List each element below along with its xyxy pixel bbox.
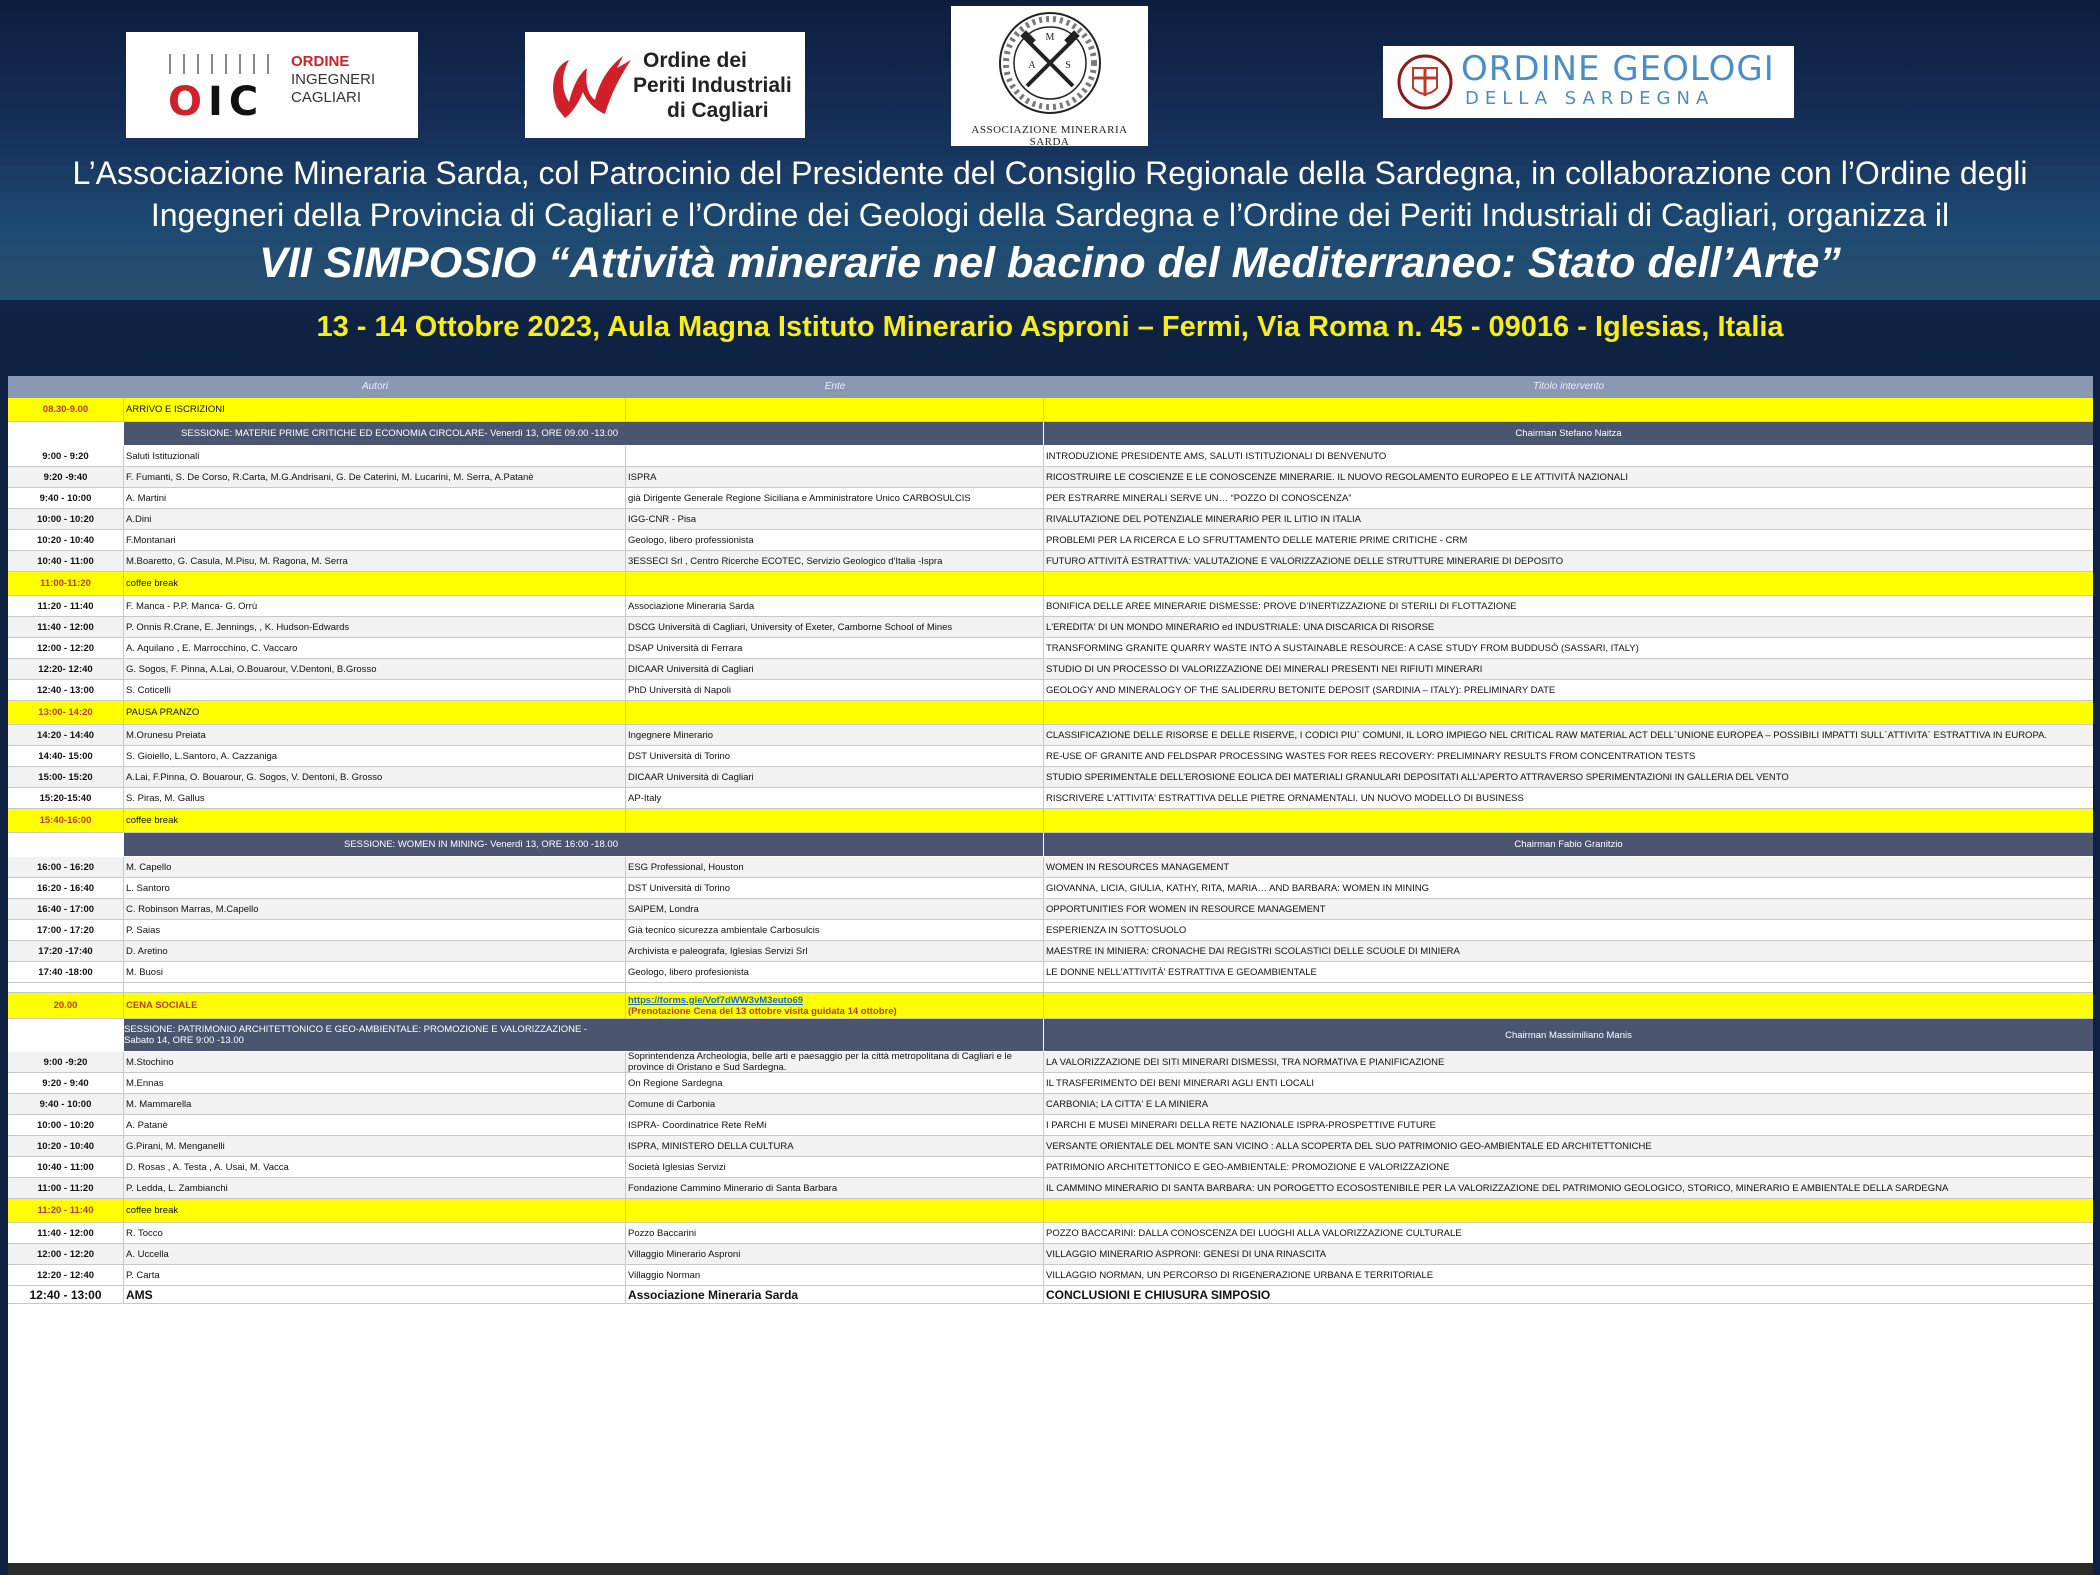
program-table	[8, 376, 2093, 1575]
break-label: PAUSA PRANZO	[124, 701, 626, 724]
row-titolo: VILLAGGIO MINERARIO ASPRONI: GENESI DI UNA RINASCITA	[1046, 1248, 1327, 1260]
logo-ordine-geologi	[1383, 46, 1794, 118]
row-time: 10:20 - 10:40	[8, 1136, 124, 1156]
session-time-cell	[8, 833, 124, 856]
table-header	[8, 376, 2093, 398]
row-titolo: STUDIO DI UN PROCESSO DI VALORIZZAZIONE DEI MINERALI PRESENTI NEI RIFIUTI MINERARI	[1046, 663, 1483, 675]
break-label: coffee break	[124, 809, 626, 832]
row-titolo: RICOSTRUIRE LE COSCIENZE E LE CONOSCENZE MINERARIE. IL NUOVO REGOLAMENTO EUROPEO E LE ATTIVITÀ NAZIONALI	[1046, 471, 1629, 483]
row-autori: F. Fumanti, S. De Corso, R.Carta, M.G.Andrisani, G. De Caterini, M. Lucarini, M. Serra, A.Patanè	[124, 467, 626, 487]
row-titolo: RE-USE OF GRANITE AND FELDSPAR PROCESSING WASTES FOR REES RECOVERY: PRELIMINARY RESULTS FROM CONCENTRATION TESTS	[1046, 750, 1696, 762]
table-row	[8, 788, 2093, 809]
row-time: 9:00 - 9:20	[8, 446, 124, 466]
session-chairman: Chairman Stefano Naitza	[1515, 428, 1622, 439]
row-time: 11:00 - 11:20	[8, 1178, 124, 1198]
row-ente: Associazione Mineraria Sarda	[626, 1286, 1044, 1303]
break-label: coffee break	[124, 1199, 626, 1222]
row-ente: Comune di Carbonia	[626, 1094, 1044, 1114]
row-autori: A.Dini	[124, 509, 626, 529]
table-row	[8, 920, 2093, 941]
table-row	[8, 551, 2093, 572]
row-ente: Geologo, libero profesionista	[626, 962, 1044, 982]
row-titolo: STUDIO SPERIMENTALE DELL’EROSIONE EOLICA DEI MATERIALI GRANULARI DEPOSITATI ALL’APERTO ATTRAVERSO SPERIMENTAZIONI IN GALLERIA DEL VENTO	[1046, 771, 1789, 783]
dinner-row	[8, 993, 2093, 1019]
intro-line-2: Ingegneri della Provincia di Cagliari e l’Ordine dei Geologi della Sardegna e l’Ordine dei Periti Industriali di Cagliari, organizza il	[150, 197, 1950, 233]
row-time: 9:20 - 9:40	[8, 1073, 124, 1093]
break-titolo	[1044, 398, 2093, 421]
row-autori: S. Gioiello, L.Santoro, A. Cazzaniga	[124, 746, 626, 766]
row-ente: Ingegnere Minerario	[626, 725, 1044, 745]
dinner-booking-note: (Prenotazione Cena del 13 ottobre visita guidata 14 ottobre)	[628, 1005, 897, 1017]
row-ente: 3ESSECI Srl , Centro Ricerche ECOTEC, Servizio Geologico d'Italia -Ispra	[626, 551, 1044, 571]
row-titolo: L'EREDITA' DI UN MONDO MINERARIO ed INDUSTRIALE: UNA DISCARICA DI RISORSE	[1046, 621, 1435, 633]
row-titolo: FUTURO ATTIVITÀ ESTRATTIVA: VALUTAZIONE E VALORIZZAZIONE DELLE STRUTTURE MINERARIE DI DEPOSITO	[1046, 555, 1564, 567]
session-row	[8, 422, 2093, 446]
table-row	[8, 878, 2093, 899]
row-titolo: OPPORTUNITIES FOR WOMEN IN RESOURCE MANAGEMENT	[1046, 903, 1326, 915]
row-ente: On Regione Sardegna	[626, 1073, 1044, 1093]
break-label: ARRIVO E ISCRIZIONI	[124, 398, 626, 421]
session-row	[8, 833, 2093, 857]
session-title: SESSIONE: MATERIE PRIME CRITICHE ED ECONOMIA CIRCOLARE- Venerdì 13, ORE 09.00 -13.00	[181, 428, 618, 439]
break-label: coffee break	[124, 572, 626, 595]
table-row	[8, 1244, 2093, 1265]
session-time-cell	[8, 422, 124, 445]
row-autori: A. Aquilano , E. Marrocchino, C. Vaccaro	[124, 638, 626, 658]
row-time: 9:00 -9:20	[8, 1052, 124, 1072]
row-time: 16:00 - 16:20	[8, 857, 124, 877]
row-time: 16:40 - 17:00	[8, 899, 124, 919]
row-titolo: INTRODUZIONE PRESIDENTE AMS, SALUTI ISTITUZIONALI DI BENVENUTO	[1046, 450, 1387, 462]
row-autori: AMS	[124, 1286, 626, 1303]
dinner-booking-link[interactable]: https://forms.gle/Vof7dWW3vM3euto69	[628, 994, 804, 1006]
dinner-time: 20.00	[8, 993, 124, 1018]
table-row	[8, 1223, 2093, 1244]
row-time: 12:40 - 13:00	[8, 1286, 124, 1303]
break-ente	[626, 701, 1044, 724]
row-titolo: I PARCHI E MUSEI MINERARI DELLA RETE NAZIONALE ISPRA-PROSPETTIVE FUTURE	[1046, 1119, 1436, 1131]
row-ente: Villaggio Norman	[626, 1265, 1044, 1285]
row-ente: DSCG Università di Cagliari, University of Exeter, Camborne School of Mines	[626, 617, 1044, 637]
row-ente: PhD Università di Napoli	[626, 680, 1044, 700]
periti-line1: Ordine dei	[643, 49, 747, 72]
row-ente: ESG Professional, Houston	[626, 857, 1044, 877]
spacer-cell	[8, 983, 124, 992]
row-time: 10:40 - 11:00	[8, 1157, 124, 1177]
break-titolo	[1044, 701, 2093, 724]
ams-label: ASSOCIAZIONE MINERARIA SARDA	[971, 124, 1128, 148]
svg-text:M: M	[1045, 32, 1055, 43]
row-autori: S. Coticelli	[124, 680, 626, 700]
row-time: 15:00- 15:20	[8, 767, 124, 787]
row-ente: Fondazione Cammino Minerario di Santa Barbara	[626, 1178, 1044, 1198]
row-autori: A.Lai, F.Pinna, O. Bouarour, G. Sogos, V. Dentoni, B. Grosso	[124, 767, 626, 787]
row-time: 11:40 - 12:00	[8, 1223, 124, 1243]
table-row	[8, 1136, 2093, 1157]
break-row	[8, 398, 2093, 422]
row-ente: DSAP Università di Ferrara	[626, 638, 1044, 658]
break-ente	[626, 398, 1044, 421]
break-time: 13:00- 14:20	[8, 701, 124, 724]
row-ente: Archivista e paleografa, Iglesias Servizi Srl	[626, 941, 1044, 961]
logo-associazione-mineraria	[951, 6, 1148, 146]
row-autori: G. Sogos, F. Pinna, A.Lai, O.Bouarour, V.Dentoni, B.Grosso	[124, 659, 626, 679]
break-ente	[626, 809, 1044, 832]
row-time: 10:20 - 10:40	[8, 530, 124, 550]
row-titolo: IL CAMMINO MINERARIO DI SANTA BARBARA: UN POROGETTO ECOSOSTENIBILE PER LA VALORIZZAZIONE DEL PATRIMONIO GEOLOGICO, STORICO, MINERARIO E AMBIENTALE DELLA SARDEGNA	[1046, 1182, 1949, 1194]
row-ente: ISPRA	[626, 467, 1044, 487]
row-autori: A. Martini	[124, 488, 626, 508]
row-ente: Associazione Mineraria Sarda	[626, 596, 1044, 616]
row-ente: ISPRA- Coordinatrice Rete ReMi	[626, 1115, 1044, 1135]
break-titolo	[1044, 809, 2093, 832]
row-titolo: GEOLOGY AND MINERALOGY OF THE SALIDERRU BETONITE DEPOSIT (SARDINIA – ITALY): PRELIMINARY DATE	[1046, 684, 1556, 696]
row-titolo: CLASSIFICAZIONE DELLE RISORSE E DELLE RISERVE, I CODICI PIU` COMUNI, IL LORO IMPIEGO NEL CRITICAL RAW MATERIAL ACT DELL`UNIONE EUROPEA – POSSIBILI IMPATTI SULL`ATTIVITA` ESTRATTIVA IN EUROPA.	[1046, 729, 2048, 741]
row-time: 11:20 - 11:40	[8, 596, 124, 616]
row-time: 10:00 - 10:20	[8, 509, 124, 529]
row-titolo: CONCLUSIONI E CHIUSURA SIMPOSIO	[1046, 1287, 1271, 1302]
spacer-cell	[124, 983, 626, 992]
dinner-titolo	[1044, 993, 2093, 1018]
row-titolo: BONIFICA DELLE AREE MINERARIE DISMESSE: PROVE D’INERTIZZAZIONE DI STERILI DI FLOTTAZIONE	[1046, 600, 1517, 612]
break-row	[8, 572, 2093, 596]
row-titolo: LA VALORIZZAZIONE DEI SITI MINERARI DISMESSI, TRA NORMATIVA E PIANIFICAZIONE	[1046, 1056, 1445, 1068]
row-titolo: PROBLEMI PER LA RICERCA E LO SFRUTTAMENTO DELLE MATERIE PRIME CRITICHE - CRM	[1046, 534, 1468, 546]
table-row	[8, 680, 2093, 701]
row-ente: Geologo, libero professionista	[626, 530, 1044, 550]
table-row	[8, 1157, 2093, 1178]
row-time: 14:20 - 14:40	[8, 725, 124, 745]
row-ente: Villaggio Minerario Asproni	[626, 1244, 1044, 1264]
row-titolo: PATRIMONIO ARCHITETTONICO E GEO-AMBIENTALE: PROMOZIONE E VALORIZZAZIONE	[1046, 1161, 1450, 1173]
session-empty-cell	[626, 833, 1044, 856]
svg-text:A: A	[1028, 60, 1036, 71]
table-row	[8, 899, 2093, 920]
row-time: 9:40 - 10:00	[8, 1094, 124, 1114]
row-autori: M.Boaretto, G. Casula, M.Pisu, M. Ragona, M. Serra	[124, 551, 626, 571]
row-time: 12:20 - 12:40	[8, 1265, 124, 1285]
row-autori: A. Patanè	[124, 1115, 626, 1135]
table-row	[8, 617, 2093, 638]
session-title: SESSIONE: WOMEN IN MINING- Venerdì 13, ORE 16:00 -18.00	[343, 839, 618, 850]
dinner-booking	[626, 993, 1044, 1018]
table-row	[8, 1286, 2093, 1304]
row-titolo: CARBONIA; LA CITTA' E LA MINIERA	[1046, 1098, 1209, 1110]
break-ente	[626, 1199, 1044, 1222]
geologi-line1: ORDINE GEOLOGI	[1461, 49, 1775, 89]
row-ente: Società Iglesias Servizi	[626, 1157, 1044, 1177]
row-time: 17:40 -18:00	[8, 962, 124, 982]
row-autori: S. Piras, M. Gallus	[124, 788, 626, 808]
row-ente: DICAAR Università di Cagliari	[626, 659, 1044, 679]
break-time: 08.30-9.00	[8, 398, 124, 421]
table-row	[8, 857, 2093, 878]
row-ente: ISPRA, MINISTERO DELLA CULTURA	[626, 1136, 1044, 1156]
row-titolo: GIOVANNA, LICIA, GIULIA, KATHY, RITA, MARIA… AND BARBARA: WOMEN IN MINING	[1046, 882, 1430, 894]
row-ente: IGG-CNR - Pisa	[626, 509, 1044, 529]
footer-strip	[8, 1563, 2093, 1575]
row-titolo: WOMEN IN RESOURCES MANAGEMENT	[1046, 861, 1230, 873]
table-row	[8, 1115, 2093, 1136]
row-time: 12:00 - 12:20	[8, 638, 124, 658]
row-titolo: IL TRASFERIMENTO DEI BENI MINERARI AGLI ENTI LOCALI	[1046, 1077, 1314, 1089]
table-row	[8, 941, 2093, 962]
row-titolo: TRANSFORMING GRANITE QUARRY WASTE INTO A SUSTAINABLE RESOURCE: A CASE STUDY FROM BUDDUSÒ (SASSARI, ITALY)	[1046, 642, 1639, 654]
dinner-label: CENA SOCIALE	[124, 993, 626, 1018]
break-time: 11:20 - 11:40	[8, 1199, 124, 1222]
oic-mark: OIC	[168, 79, 265, 125]
break-titolo	[1044, 572, 2093, 595]
periti-swoosh-icon	[539, 38, 639, 130]
row-time: 10:40 - 11:00	[8, 551, 124, 571]
table-row	[8, 1265, 2093, 1286]
row-autori: M.Stochino	[124, 1052, 626, 1072]
row-autori: F.Montanari	[124, 530, 626, 550]
row-autori: F. Manca - P.P. Manca- G. Orrù	[124, 596, 626, 616]
logo-ordine-periti	[525, 32, 805, 138]
table-row	[8, 530, 2093, 551]
row-ente	[626, 446, 1044, 466]
row-time: 9:40 - 10:00	[8, 488, 124, 508]
row-autori: M. Buosi	[124, 962, 626, 982]
table-row	[8, 1178, 2093, 1199]
ams-seal-icon	[997, 10, 1103, 116]
row-time: 12:00 - 12:20	[8, 1244, 124, 1264]
break-time: 11:00-11:20	[8, 572, 124, 595]
row-ente: DST Università di Torino	[626, 878, 1044, 898]
session-title: SESSIONE: PATRIMONIO ARCHITETTONICO E GEO-AMBIENTALE: PROMOZIONE E VALORIZZAZIONE - Sabato 14, ORE 9:00 -13.00	[124, 1024, 588, 1046]
row-ente: Soprintendenza Archeologia, belle arti e paesaggio per la città metropolitana di Cagliari e le province di Oristano e Sud Sardegna.	[626, 1052, 1044, 1072]
row-time: 15:20-15:40	[8, 788, 124, 808]
table-row	[8, 962, 2093, 983]
row-time: 10:00 - 10:20	[8, 1115, 124, 1135]
break-ente	[626, 572, 1044, 595]
row-time: 9:20 -9:40	[8, 467, 124, 487]
row-titolo: LE DONNE NELL’ATTIVITÀ’ ESTRATTIVA E GEOAMBIENTALE	[1046, 966, 1317, 978]
row-time: 17:20 -17:40	[8, 941, 124, 961]
spacer-cell	[626, 983, 1044, 992]
periti-line2: Periti Industriali	[633, 74, 792, 97]
row-ente: DICAAR Università di Cagliari	[626, 767, 1044, 787]
periti-line3: di Cagliari	[667, 99, 769, 122]
row-time: 12:20- 12:40	[8, 659, 124, 679]
row-time: 17:00 - 17:20	[8, 920, 124, 940]
row-autori: P. Saias	[124, 920, 626, 940]
row-titolo: ESPERIENZA IN SOTTOSUOLO	[1046, 924, 1187, 936]
row-autori: L. Santoro	[124, 878, 626, 898]
row-ente: DST Università di Torino	[626, 746, 1044, 766]
oic-line2: INGEGNERI	[291, 71, 376, 88]
table-row	[8, 488, 2093, 509]
symposium-title: VII SIMPOSIO “Attività minerarie nel bacino del Mediterraneo: Stato dell’Arte”	[259, 239, 1841, 287]
break-titolo	[1044, 1199, 2093, 1222]
row-autori: P. Ledda, L. Zambianchi	[124, 1178, 626, 1198]
row-autori: M. Mammarella	[124, 1094, 626, 1114]
row-titolo: VERSANTE ORIENTALE DEL MONTE SAN VICINO : ALLA SCOPERTA DEL SUO PATRIMONIO GEO-AMBIENTALE ED ARCHITETTONICHE	[1046, 1140, 1652, 1152]
row-autori: D. Aretino	[124, 941, 626, 961]
row-titolo: MAESTRE IN MINIERA: CRONACHE DAI REGISTRI SCOLASTICI DELLE SCUOLE DI MINIERA	[1046, 945, 1460, 957]
intro-line-1: L’Associazione Mineraria Sarda, col Patrocinio del Presidente del Consiglio Regionale della Sardegna, in collaborazione con l’Ordine degli	[72, 155, 2028, 191]
row-ente: già Dirigente Generale Regione Siciliana e Amministratore Unico CARBOSULCIS	[626, 488, 1044, 508]
svg-text:S: S	[1065, 60, 1071, 71]
row-ente: Già tecnico sicurezza ambientale Carbosulcis	[626, 920, 1044, 940]
session-empty-cell	[626, 422, 1044, 445]
row-time: 16:20 - 16:40	[8, 878, 124, 898]
table-row	[8, 509, 2093, 530]
table-row	[8, 446, 2093, 467]
row-autori: D. Rosas , A. Testa , A. Usai, M. Vacca	[124, 1157, 626, 1177]
row-autori: Saluti Istituzionali	[124, 446, 626, 466]
oic-line1: ORDINE	[291, 53, 350, 70]
row-time: 11:40 - 12:00	[8, 617, 124, 637]
break-row	[8, 809, 2093, 833]
table-row	[8, 1073, 2093, 1094]
table-row	[8, 767, 2093, 788]
logo-ordine-ingegneri	[126, 32, 418, 138]
session-chairman: Chairman Fabio Granitzio	[1514, 839, 1623, 850]
col-titolo: Titolo intervento	[1532, 381, 1605, 392]
row-titolo: PER ESTRARRE MINERALI SERVE UN… “POZZO DI CONOSCENZA”	[1046, 492, 1352, 504]
row-titolo: POZZO BACCARINI: DALLA CONOSCENZA DEI LUOGHI ALLA VALORIZZAZIONE CULTURALE	[1046, 1227, 1462, 1239]
geologi-line2: DELLA SARDEGNA	[1465, 88, 1715, 109]
table-row	[8, 746, 2093, 767]
geologi-crest-icon	[1391, 52, 1465, 112]
session-row	[8, 1019, 2093, 1052]
row-titolo: RIVALUTAZIONE DEL POTENZIALE MINERARIO PER IL LITIO IN ITALIA	[1046, 513, 1361, 525]
table-row	[8, 638, 2093, 659]
row-autori: M. Capello	[124, 857, 626, 877]
row-autori: P. Onnis R.Crane, E. Jennings, , K. Hudson-Edwards	[124, 617, 626, 637]
row-autori: R. Tocco	[124, 1223, 626, 1243]
row-ente: SAIPEM, Londra	[626, 899, 1044, 919]
session-chairman: Chairman Massimiliano Manis	[1505, 1029, 1632, 1041]
row-autori: A. Uccella	[124, 1244, 626, 1264]
row-autori: P. Carta	[124, 1265, 626, 1285]
session-time-cell	[8, 1019, 124, 1051]
row-autori: G.Pirani, M. Menganelli	[124, 1136, 626, 1156]
row-ente: Pozzo Baccarini	[626, 1223, 1044, 1243]
row-autori: M.Ennas	[124, 1073, 626, 1093]
break-row	[8, 1199, 2093, 1223]
col-ente: Ente	[824, 381, 846, 392]
row-autori: C. Robinson Marras, M.Capello	[124, 899, 626, 919]
table-row	[8, 725, 2093, 746]
row-time: 14:40- 15:00	[8, 746, 124, 766]
table-row	[8, 1094, 2093, 1115]
table-row	[8, 596, 2093, 617]
row-ente: AP-Italy	[626, 788, 1044, 808]
table-row	[8, 467, 2093, 488]
session-empty-cell	[626, 1019, 1044, 1051]
oic-line3: CAGLIARI	[291, 89, 362, 106]
row-time: 12:40 - 13:00	[8, 680, 124, 700]
table-row	[8, 1052, 2093, 1073]
date-location: 13 - 14 Ottobre 2023, Aula Magna Istituto Minerario Asproni – Fermi, Via Roma n. 45 - 09016 - Iglesias, Italia	[316, 311, 1784, 343]
row-titolo: VILLAGGIO NORMAN, UN PERCORSO DI RIGENERAZIONE URBANA E TERRITORIALE	[1046, 1269, 1434, 1281]
spacer-row	[8, 983, 2093, 993]
col-autori: Autori	[361, 381, 389, 392]
table-row	[8, 659, 2093, 680]
row-autori: M.Orunesu Preiata	[124, 725, 626, 745]
break-row	[8, 701, 2093, 725]
break-time: 15:40-16:00	[8, 809, 124, 832]
row-titolo: RISCRIVERE L'ATTIVITA' ESTRATTIVA DELLE PIETRE ORNAMENTALI. UN NUOVO MODELLO DI BUSINESS	[1046, 792, 1524, 804]
